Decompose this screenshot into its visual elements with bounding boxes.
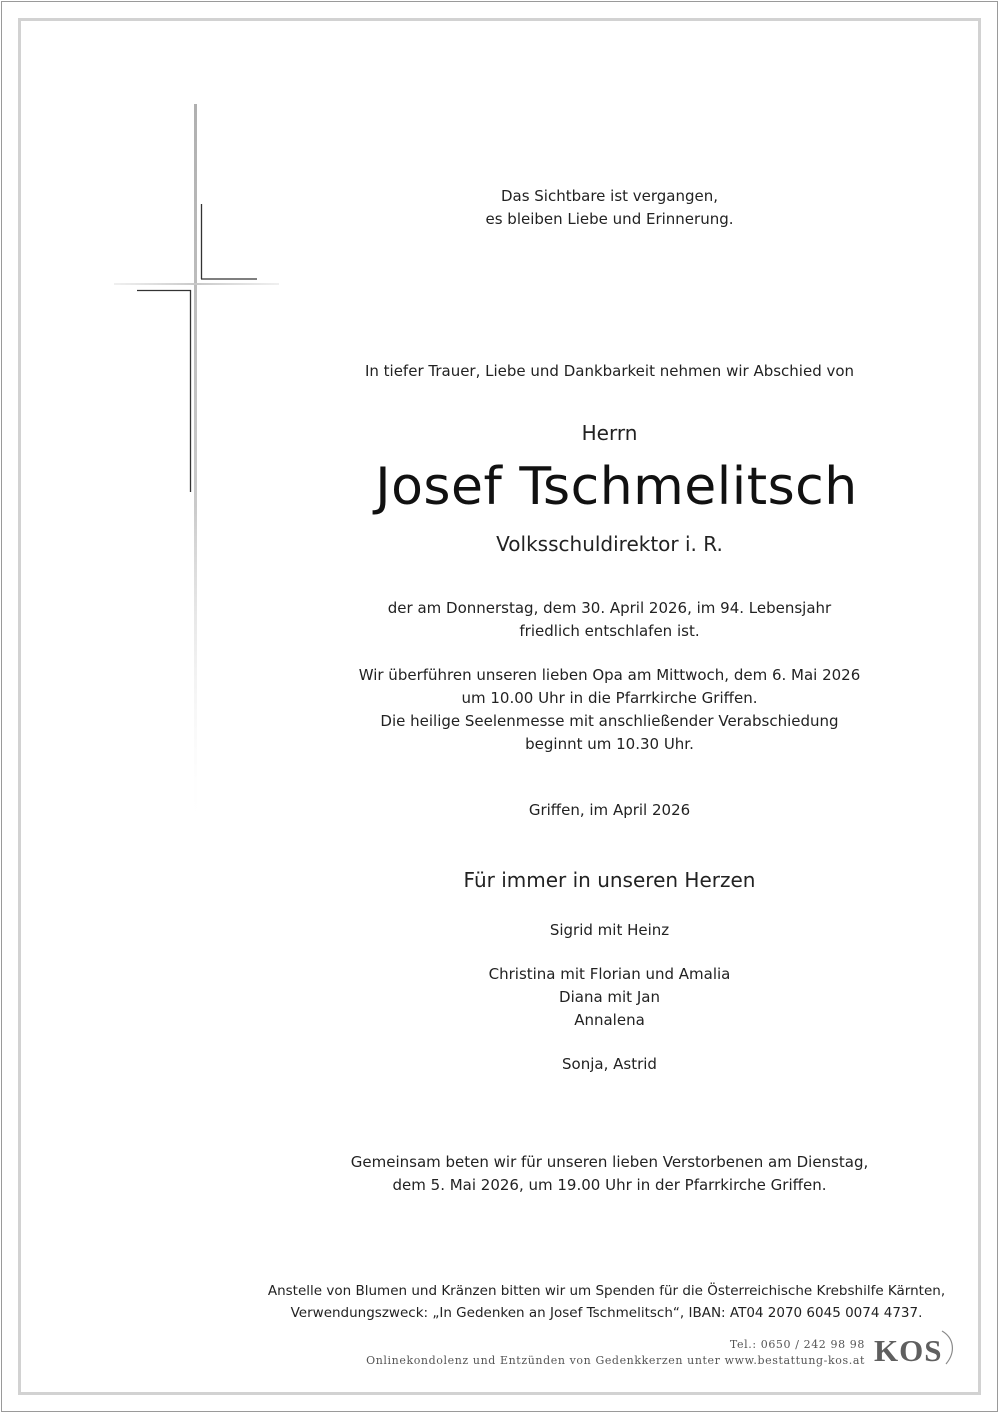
transfer-line: um 10.00 Uhr in die Pfarrkirche Griffen. [461, 689, 758, 707]
family-group-2 [109, 963, 1001, 1032]
prayer-notice [109, 1151, 1001, 1197]
donation-line: Anstelle von Blumen und Kränzen bitten wir um Spenden für die Österreichische Krebshilfe Kärnten, [267, 1283, 946, 1299]
deceased-name: Josef Tschmelitsch [375, 457, 858, 517]
death-notice [109, 597, 1001, 643]
family-member: Diana mit Jan [559, 988, 660, 1006]
motto-line: es bleiben Liebe und Erinnerung. [485, 210, 734, 228]
salutation: Herrn [581, 421, 638, 445]
family-group-3 [109, 1053, 1001, 1076]
footer-online: Onlinekondolenz und Entzünden von Gedenkkerzen unter www.bestattung-kos.at [366, 1354, 865, 1367]
motto [109, 185, 1001, 231]
transfer-notice [109, 664, 1001, 756]
announcement: In tiefer Trauer, Liebe und Dankbarkeit nehmen wir Abschied von [364, 362, 855, 380]
transfer-line: Die heilige Seelenmesse mit anschließender Verabschiedung [380, 712, 839, 730]
death-notice-line: friedlich entschlafen ist. [519, 622, 700, 640]
family-member: Christina mit Florian und Amalia [488, 965, 731, 983]
family-group-1 [109, 919, 1001, 942]
donation-line: Verwendungszweck: „In Gedenken an Josef Tschmelitsch“, IBAN: AT04 2070 6045 0074 4737. [290, 1305, 923, 1321]
footer-phone: Tel.: 0650 / 242 98 98 [729, 1338, 865, 1351]
family-heading: Für immer in unseren Herzen [463, 868, 756, 892]
motto-line: Das Sichtbare ist vergangen, [500, 187, 719, 205]
transfer-line: Wir überführen unseren lieben Opa am Mittwoch, dem 6. Mai 2026 [358, 666, 861, 684]
donation-notice [106, 1280, 1001, 1324]
prayer-line: Gemeinsam beten wir für unseren lieben Verstorbenen am Dienstag, [350, 1153, 869, 1171]
transfer-line: beginnt um 10.30 Uhr. [525, 735, 694, 753]
death-notice-line: der am Donnerstag, dem 30. April 2026, im 94. Lebensjahr [387, 599, 832, 617]
prayer-line: dem 5. Mai 2026, um 19.00 Uhr in der Pfarrkirche Griffen. [392, 1176, 827, 1194]
kos-logo: KOS [874, 1333, 943, 1368]
logo-swoosh-icon [938, 1328, 962, 1368]
place-date: Griffen, im April 2026 [528, 801, 691, 819]
profession: Volksschuldirektor i. R. [496, 532, 723, 556]
footer-info [366, 1337, 865, 1369]
family-member: Sonja, Astrid [562, 1055, 657, 1073]
family-member: Annalena [574, 1011, 645, 1029]
family-member: Sigrid mit Heinz [549, 921, 670, 939]
